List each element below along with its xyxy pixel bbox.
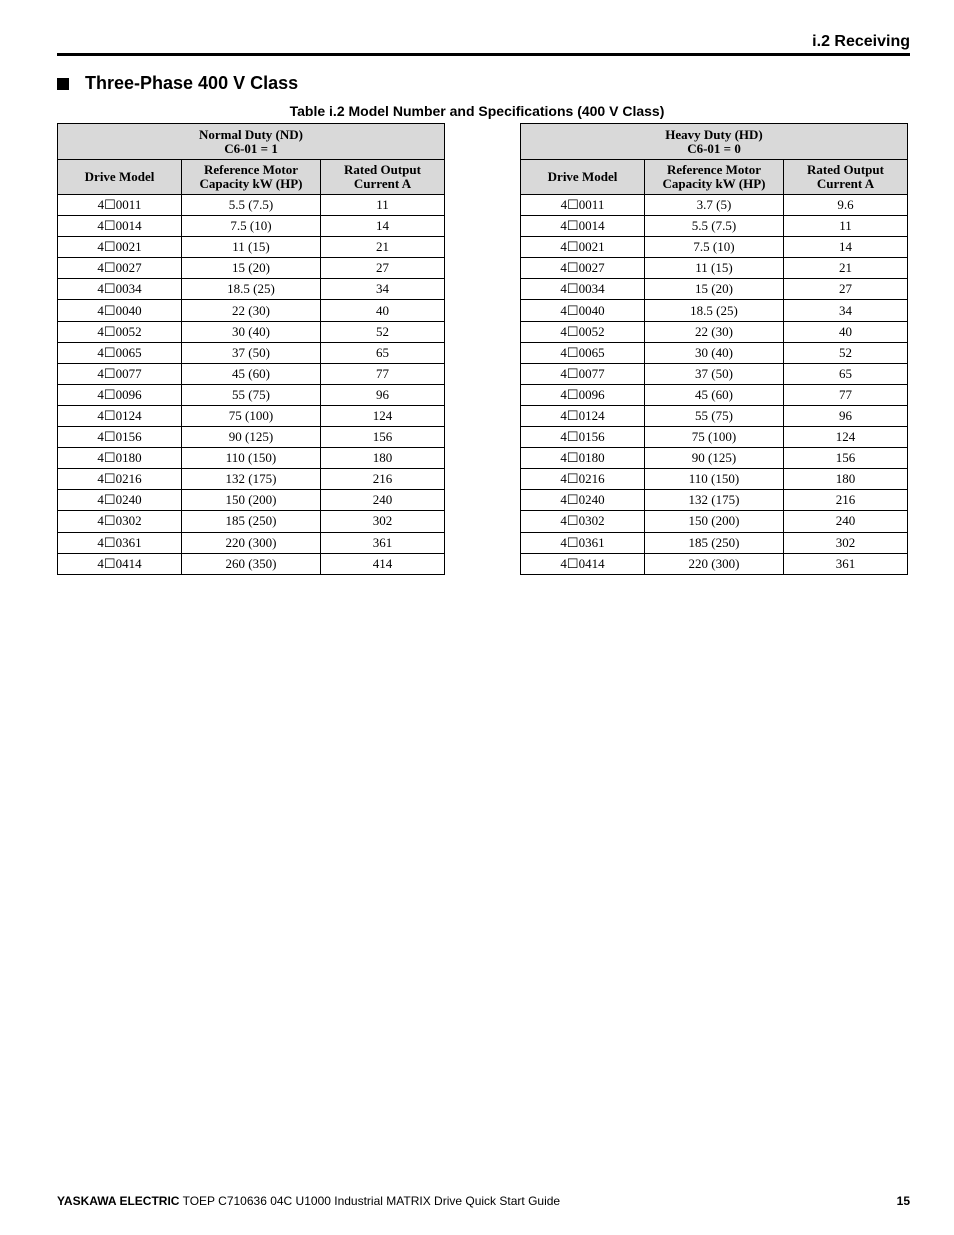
cell-drive-model: 4☐0077 bbox=[521, 363, 645, 384]
table-row bbox=[521, 321, 908, 342]
cell-current: 14 bbox=[321, 216, 445, 237]
cell-drive-model: 4☐0096 bbox=[521, 384, 645, 405]
cell-drive-model: 4☐0302 bbox=[521, 511, 645, 532]
cell-current: 52 bbox=[784, 342, 908, 363]
cell-capacity: 15 (20) bbox=[182, 258, 321, 279]
cell-capacity: 150 (200) bbox=[182, 490, 321, 511]
table-row bbox=[58, 363, 445, 384]
table-row bbox=[521, 216, 908, 237]
cell-current: 11 bbox=[784, 216, 908, 237]
cell-capacity: 22 (30) bbox=[182, 300, 321, 321]
cell-current: 21 bbox=[321, 237, 445, 258]
col-header-capacity-line1: Reference Motor bbox=[667, 162, 761, 177]
cell-current: 96 bbox=[321, 384, 445, 405]
table-row bbox=[58, 216, 445, 237]
footer bbox=[57, 1194, 560, 1208]
cell-current: 180 bbox=[784, 469, 908, 490]
cell-current: 96 bbox=[784, 405, 908, 426]
cell-capacity: 5.5 (7.5) bbox=[645, 216, 784, 237]
cell-current: 34 bbox=[784, 300, 908, 321]
footer-brand: YASKAWA ELECTRIC bbox=[57, 1194, 180, 1208]
cell-current: 180 bbox=[321, 448, 445, 469]
table-row bbox=[521, 490, 908, 511]
cell-capacity: 11 (15) bbox=[645, 258, 784, 279]
cell-drive-model: 4☐0011 bbox=[58, 195, 182, 216]
cell-capacity: 7.5 (10) bbox=[182, 216, 321, 237]
cell-capacity: 110 (150) bbox=[645, 469, 784, 490]
cell-drive-model: 4☐0180 bbox=[58, 448, 182, 469]
cell-drive-model: 4☐0011 bbox=[521, 195, 645, 216]
cell-current: 124 bbox=[321, 405, 445, 426]
table-row bbox=[521, 279, 908, 300]
cell-capacity: 260 (350) bbox=[182, 553, 321, 574]
cell-drive-model: 4☐0216 bbox=[58, 469, 182, 490]
heavy-duty-table bbox=[520, 123, 908, 575]
cell-current: 361 bbox=[321, 532, 445, 553]
cell-capacity: 132 (175) bbox=[645, 490, 784, 511]
cell-capacity: 55 (75) bbox=[645, 405, 784, 426]
cell-current: 302 bbox=[321, 511, 445, 532]
cell-drive-model: 4☐0216 bbox=[521, 469, 645, 490]
normal-duty-table bbox=[57, 123, 445, 575]
cell-drive-model: 4☐0027 bbox=[58, 258, 182, 279]
table-row bbox=[58, 384, 445, 405]
cell-drive-model: 4☐0096 bbox=[58, 384, 182, 405]
cell-capacity: 75 (100) bbox=[182, 405, 321, 426]
square-bullet-icon bbox=[57, 78, 69, 90]
table-row bbox=[521, 195, 908, 216]
table-row bbox=[58, 532, 445, 553]
table-row bbox=[58, 553, 445, 574]
cell-drive-model: 4☐0156 bbox=[58, 427, 182, 448]
col-header-capacity-line1: Reference Motor bbox=[204, 162, 298, 177]
duty-setting: C6-01 = 1 bbox=[224, 140, 278, 156]
table-row bbox=[58, 195, 445, 216]
cell-current: 65 bbox=[321, 342, 445, 363]
table-row bbox=[521, 300, 908, 321]
cell-current: 156 bbox=[321, 427, 445, 448]
col-header-capacity bbox=[182, 160, 321, 195]
cell-capacity: 110 (150) bbox=[182, 448, 321, 469]
cell-current: 156 bbox=[784, 448, 908, 469]
cell-drive-model: 4☐0414 bbox=[58, 553, 182, 574]
footer-doc-title: TOEP C710636 04C U1000 Industrial MATRIX Drive Quick Start Guide bbox=[179, 1194, 561, 1208]
cell-drive-model: 4☐0021 bbox=[58, 237, 182, 258]
cell-drive-model: 4☐0361 bbox=[58, 532, 182, 553]
cell-drive-model: 4☐0124 bbox=[58, 405, 182, 426]
cell-current: 9.6 bbox=[784, 195, 908, 216]
cell-capacity: 185 (250) bbox=[182, 511, 321, 532]
cell-drive-model: 4☐0361 bbox=[521, 532, 645, 553]
cell-drive-model: 4☐0040 bbox=[521, 300, 645, 321]
col-header-current-line2: Current A bbox=[353, 176, 412, 191]
cell-current: 11 bbox=[321, 195, 445, 216]
duty-title: Normal Duty (ND) bbox=[199, 126, 303, 142]
cell-capacity: 75 (100) bbox=[645, 427, 784, 448]
duty-header bbox=[58, 124, 445, 160]
col-header-capacity-line2: Capacity kW (HP) bbox=[662, 176, 766, 191]
col-header-capacity bbox=[645, 160, 784, 195]
cell-drive-model: 4☐0021 bbox=[521, 237, 645, 258]
cell-drive-model: 4☐0156 bbox=[521, 427, 645, 448]
table-row bbox=[521, 258, 908, 279]
cell-capacity: 5.5 (7.5) bbox=[182, 195, 321, 216]
cell-current: 40 bbox=[784, 321, 908, 342]
cell-current: 240 bbox=[321, 490, 445, 511]
col-header-current bbox=[321, 160, 445, 195]
cell-capacity: 18.5 (25) bbox=[645, 300, 784, 321]
table-row bbox=[58, 405, 445, 426]
cell-drive-model: 4☐0034 bbox=[521, 279, 645, 300]
running-header-section: i.2 Receiving bbox=[812, 33, 910, 50]
section-heading bbox=[57, 73, 298, 94]
cell-drive-model: 4☐0027 bbox=[521, 258, 645, 279]
cell-current: 21 bbox=[784, 258, 908, 279]
table-row bbox=[58, 300, 445, 321]
cell-capacity: 18.5 (25) bbox=[182, 279, 321, 300]
col-header-current-line2: Current A bbox=[816, 176, 875, 191]
cell-capacity: 90 (125) bbox=[645, 448, 784, 469]
col-header-current-line1: Rated Output bbox=[807, 162, 884, 177]
table-row bbox=[521, 342, 908, 363]
cell-current: 40 bbox=[321, 300, 445, 321]
table-row bbox=[58, 469, 445, 490]
table-row bbox=[58, 258, 445, 279]
cell-current: 240 bbox=[784, 511, 908, 532]
table-row bbox=[58, 237, 445, 258]
cell-drive-model: 4☐0180 bbox=[521, 448, 645, 469]
cell-capacity: 3.7 (5) bbox=[645, 195, 784, 216]
section-title: Three-Phase 400 V Class bbox=[85, 73, 299, 93]
cell-current: 216 bbox=[784, 490, 908, 511]
cell-capacity: 220 (300) bbox=[645, 553, 784, 574]
header-rule bbox=[57, 53, 910, 56]
cell-drive-model: 4☐0034 bbox=[58, 279, 182, 300]
cell-current: 34 bbox=[321, 279, 445, 300]
cell-current: 14 bbox=[784, 237, 908, 258]
cell-current: 77 bbox=[784, 384, 908, 405]
cell-capacity: 90 (125) bbox=[182, 427, 321, 448]
table-caption: Table i.2 Model Number and Specifications (400 V Class) bbox=[289, 103, 665, 119]
cell-capacity: 220 (300) bbox=[182, 532, 321, 553]
cell-capacity: 7.5 (10) bbox=[645, 237, 784, 258]
table-row bbox=[58, 511, 445, 532]
cell-current: 124 bbox=[784, 427, 908, 448]
cell-capacity: 22 (30) bbox=[645, 321, 784, 342]
table-row bbox=[521, 511, 908, 532]
cell-drive-model: 4☐0240 bbox=[58, 490, 182, 511]
duty-header bbox=[521, 124, 908, 160]
table-row bbox=[521, 553, 908, 574]
cell-current: 77 bbox=[321, 363, 445, 384]
table-row bbox=[521, 427, 908, 448]
duty-setting: C6-01 = 0 bbox=[687, 140, 741, 156]
cell-capacity: 15 (20) bbox=[645, 279, 784, 300]
table-row bbox=[521, 405, 908, 426]
table-row bbox=[58, 490, 445, 511]
cell-drive-model: 4☐0124 bbox=[521, 405, 645, 426]
cell-current: 52 bbox=[321, 321, 445, 342]
cell-drive-model: 4☐0065 bbox=[58, 342, 182, 363]
cell-current: 414 bbox=[321, 553, 445, 574]
cell-capacity: 132 (175) bbox=[182, 469, 321, 490]
page-number: 15 bbox=[896, 1194, 910, 1208]
cell-drive-model: 4☐0052 bbox=[521, 321, 645, 342]
table-row bbox=[521, 237, 908, 258]
table-row bbox=[521, 363, 908, 384]
table-row bbox=[521, 384, 908, 405]
cell-capacity: 30 (40) bbox=[645, 342, 784, 363]
cell-capacity: 45 (60) bbox=[645, 384, 784, 405]
col-header-drive-model: Drive Model bbox=[521, 160, 645, 195]
cell-drive-model: 4☐0240 bbox=[521, 490, 645, 511]
cell-current: 27 bbox=[784, 279, 908, 300]
cell-capacity: 185 (250) bbox=[645, 532, 784, 553]
table-row bbox=[58, 427, 445, 448]
table-row bbox=[521, 448, 908, 469]
cell-capacity: 11 (15) bbox=[182, 237, 321, 258]
table-row bbox=[58, 342, 445, 363]
col-header-capacity-line2: Capacity kW (HP) bbox=[199, 176, 303, 191]
cell-drive-model: 4☐0014 bbox=[58, 216, 182, 237]
col-header-drive-model: Drive Model bbox=[58, 160, 182, 195]
cell-capacity: 150 (200) bbox=[645, 511, 784, 532]
col-header-current bbox=[784, 160, 908, 195]
cell-capacity: 37 (50) bbox=[182, 342, 321, 363]
cell-current: 361 bbox=[784, 553, 908, 574]
cell-current: 65 bbox=[784, 363, 908, 384]
cell-current: 216 bbox=[321, 469, 445, 490]
cell-drive-model: 4☐0065 bbox=[521, 342, 645, 363]
cell-drive-model: 4☐0302 bbox=[58, 511, 182, 532]
cell-drive-model: 4☐0052 bbox=[58, 321, 182, 342]
table-row bbox=[521, 532, 908, 553]
table-row bbox=[58, 448, 445, 469]
cell-drive-model: 4☐0040 bbox=[58, 300, 182, 321]
cell-drive-model: 4☐0414 bbox=[521, 553, 645, 574]
cell-capacity: 30 (40) bbox=[182, 321, 321, 342]
cell-drive-model: 4☐0077 bbox=[58, 363, 182, 384]
table-row bbox=[521, 469, 908, 490]
cell-current: 27 bbox=[321, 258, 445, 279]
cell-capacity: 55 (75) bbox=[182, 384, 321, 405]
cell-capacity: 45 (60) bbox=[182, 363, 321, 384]
table-row bbox=[58, 321, 445, 342]
duty-title: Heavy Duty (HD) bbox=[665, 126, 763, 142]
cell-capacity: 37 (50) bbox=[645, 363, 784, 384]
table-row bbox=[58, 279, 445, 300]
cell-drive-model: 4☐0014 bbox=[521, 216, 645, 237]
cell-current: 302 bbox=[784, 532, 908, 553]
col-header-current-line1: Rated Output bbox=[344, 162, 421, 177]
